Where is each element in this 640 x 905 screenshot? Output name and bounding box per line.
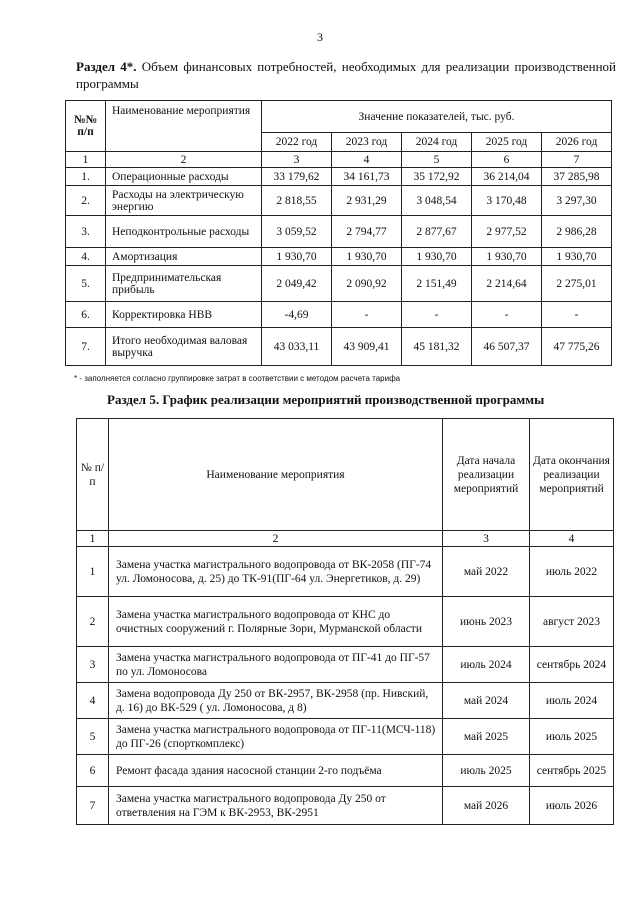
header-values-caption: Значение показателей, тыс. руб. xyxy=(262,101,612,133)
row-name: Замена участка магистрального водопровода от ВК-2058 (ПГ-74 ул. Ломоносова, д. 25) до ТК-91(ПГ-64 ул. Энергетиков, д. 29) xyxy=(109,547,443,597)
col-number: 7 xyxy=(542,152,612,168)
header-name: Наименование мероприятия xyxy=(106,101,262,152)
col-number: 3 xyxy=(443,531,530,547)
row-end: июль 2026 xyxy=(530,787,614,825)
row-value: 37 285,98 xyxy=(542,168,612,186)
schedule-table xyxy=(76,418,614,825)
col-number: 2 xyxy=(106,152,262,168)
row-value: - xyxy=(542,302,612,328)
row-value: 2 931,29 xyxy=(332,186,402,216)
row-name: Замена участка магистрального водопровода Ду 250 от ответвления на ГЭМ к ВК-2953, ВК-2951 xyxy=(109,787,443,825)
row-value: - xyxy=(332,302,402,328)
row-num: 1. xyxy=(66,168,106,186)
row-num: 6. xyxy=(66,302,106,328)
header-end: Дата окончания реализации мероприятий xyxy=(530,419,614,531)
row-value: -4,69 xyxy=(262,302,332,328)
row-name: Замена участка магистрального водопровода от ПГ-11(МСЧ-118) до ПГ-26 (спорткомплекс) xyxy=(109,719,443,755)
row-start: июль 2025 xyxy=(443,755,530,787)
row-value: 2 275,01 xyxy=(542,266,612,302)
table-row xyxy=(77,547,614,597)
table-row xyxy=(66,216,612,248)
row-value: 3 059,52 xyxy=(262,216,332,248)
header-year: 2022 год xyxy=(262,133,332,152)
col-number: 4 xyxy=(530,531,614,547)
section-4-heading xyxy=(76,58,616,92)
table-row xyxy=(66,302,612,328)
header-start: Дата начала реализации мероприятий xyxy=(443,419,530,531)
financial-needs-table xyxy=(65,100,612,366)
row-name: Амортизация xyxy=(106,248,262,266)
row-name: Итого необходимая валовая выручка xyxy=(106,328,262,366)
row-value: 43 909,41 xyxy=(332,328,402,366)
col-number: 1 xyxy=(77,531,109,547)
section-5-heading xyxy=(107,391,627,408)
header-name: Наименование мероприятия xyxy=(109,419,443,531)
row-value: 2 977,52 xyxy=(472,216,542,248)
row-start: май 2025 xyxy=(443,719,530,755)
row-num: 5. xyxy=(66,266,106,302)
row-value: 2 818,55 xyxy=(262,186,332,216)
row-start: июнь 2023 xyxy=(443,597,530,647)
row-num: 3 xyxy=(77,647,109,683)
row-num: 2. xyxy=(66,186,106,216)
row-value: - xyxy=(402,302,472,328)
row-name: Ремонт фасада здания насосной станции 2-го подъёма xyxy=(109,755,443,787)
row-name: Замена участка магистрального водопровода от ПГ-41 до ПГ-57 по ул. Ломоносова xyxy=(109,647,443,683)
header-num: №№ п/п xyxy=(66,101,106,152)
row-start: май 2024 xyxy=(443,683,530,719)
row-name: Корректировка НВВ xyxy=(106,302,262,328)
row-end: сентябрь 2025 xyxy=(530,755,614,787)
section-5-label: Раздел 5. xyxy=(107,392,160,407)
row-num: 3. xyxy=(66,216,106,248)
row-value: 1 930,70 xyxy=(402,248,472,266)
row-value: - xyxy=(472,302,542,328)
row-value: 2 049,42 xyxy=(262,266,332,302)
row-start: май 2026 xyxy=(443,787,530,825)
table-row xyxy=(66,168,612,186)
header-year: 2023 год xyxy=(332,133,402,152)
table-row xyxy=(77,719,614,755)
row-num: 5 xyxy=(77,719,109,755)
row-name: Расходы на электрическую энергию xyxy=(106,186,262,216)
col-number: 4 xyxy=(332,152,402,168)
header-year: 2024 год xyxy=(402,133,472,152)
row-name: Замена водопровода Ду 250 от ВК-2957, ВК-2958 (пр. Нивский, д. 16) до ВК-529 ( ул. Ломоносова, д 8) xyxy=(109,683,443,719)
table-row xyxy=(66,248,612,266)
table-row xyxy=(77,683,614,719)
row-value: 1 930,70 xyxy=(542,248,612,266)
row-value: 3 048,54 xyxy=(402,186,472,216)
row-end: июль 2025 xyxy=(530,719,614,755)
row-name: Замена участка магистрального водопровода от КНС до очистных сооружений г. Полярные Зори, Мурманской области xyxy=(109,597,443,647)
row-value: 34 161,73 xyxy=(332,168,402,186)
row-name: Операционные расходы xyxy=(106,168,262,186)
col-number: 1 xyxy=(66,152,106,168)
row-num: 7. xyxy=(66,328,106,366)
footnote: * - заполняется согласно группировке затрат в соответствии с методом расчета тарифа xyxy=(74,374,401,383)
row-value: 1 930,70 xyxy=(262,248,332,266)
table-row xyxy=(77,755,614,787)
row-name: Предпринимательская прибыль xyxy=(106,266,262,302)
section-4-title: Объем финансовых потребностей, необходимых для реализации производственной программы xyxy=(76,59,616,91)
row-end: август 2023 xyxy=(530,597,614,647)
row-value: 45 181,32 xyxy=(402,328,472,366)
row-num: 7 xyxy=(77,787,109,825)
col-number: 6 xyxy=(472,152,542,168)
table-row xyxy=(66,266,612,302)
row-value: 33 179,62 xyxy=(262,168,332,186)
section-4-label: Раздел 4*. xyxy=(76,59,137,74)
row-value: 43 033,11 xyxy=(262,328,332,366)
row-start: июль 2024 xyxy=(443,647,530,683)
section-5-title: График реализации мероприятий производственной программы xyxy=(162,392,545,407)
row-end: июль 2024 xyxy=(530,683,614,719)
table-row xyxy=(66,328,612,366)
row-value: 2 214,64 xyxy=(472,266,542,302)
header-num: № п/п xyxy=(77,419,109,531)
row-num: 2 xyxy=(77,597,109,647)
row-value: 2 151,49 xyxy=(402,266,472,302)
table-row xyxy=(77,597,614,647)
row-value: 1 930,70 xyxy=(332,248,402,266)
row-name: Неподконтрольные расходы xyxy=(106,216,262,248)
row-num: 4 xyxy=(77,683,109,719)
col-number: 2 xyxy=(109,531,443,547)
row-end: июль 2022 xyxy=(530,547,614,597)
table-row xyxy=(77,647,614,683)
row-value: 3 170,48 xyxy=(472,186,542,216)
row-value: 1 930,70 xyxy=(472,248,542,266)
row-value: 46 507,37 xyxy=(472,328,542,366)
row-value: 36 214,04 xyxy=(472,168,542,186)
header-year: 2026 год xyxy=(542,133,612,152)
row-value: 2 794,77 xyxy=(332,216,402,248)
row-num: 6 xyxy=(77,755,109,787)
row-num: 1 xyxy=(77,547,109,597)
col-number: 3 xyxy=(262,152,332,168)
row-value: 47 775,26 xyxy=(542,328,612,366)
row-end: сентябрь 2024 xyxy=(530,647,614,683)
row-start: май 2022 xyxy=(443,547,530,597)
page-number: 3 xyxy=(317,30,323,44)
row-value: 2 986,28 xyxy=(542,216,612,248)
header-year: 2025 год xyxy=(472,133,542,152)
table-row xyxy=(66,186,612,216)
row-num: 4. xyxy=(66,248,106,266)
row-value: 3 297,30 xyxy=(542,186,612,216)
row-value: 2 877,67 xyxy=(402,216,472,248)
table-row xyxy=(77,787,614,825)
col-number: 5 xyxy=(402,152,472,168)
row-value: 35 172,92 xyxy=(402,168,472,186)
row-value: 2 090,92 xyxy=(332,266,402,302)
